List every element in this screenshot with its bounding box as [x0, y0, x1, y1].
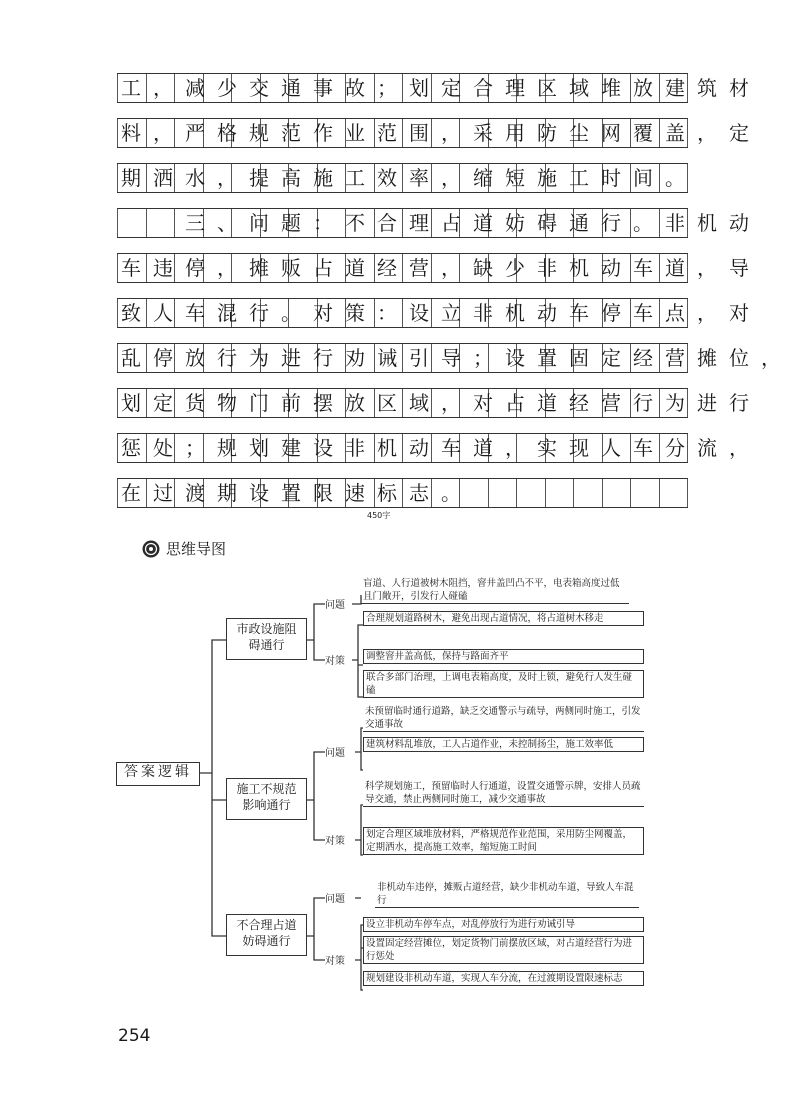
- essay-line-text: 致人车混行。对策：设立非机动车停车点，对: [121, 301, 761, 325]
- essay-line-text: 车违停，摊贩占道经营，缺少非机动车道，导: [121, 256, 761, 280]
- problem-leaf: 未预留临时通行道路，缺乏交通警示与疏导，两侧同时施工，引发交通事故: [363, 705, 644, 732]
- essay-line-text: 料，严格规范作业范围，采用防尘网覆盖，定: [121, 121, 761, 145]
- problem-leaf: 非机动车违停，摊贩占道经营，缺少非机动车道，导致人车混行: [375, 881, 639, 908]
- solution-leaf: 科学规划施工，预留临时人行通道，设置交通警示牌，安排人员疏导交通，禁止两侧同时施工，减少交通事故: [363, 780, 644, 807]
- problem-label: 问题: [325, 894, 345, 905]
- mindmap-title: 思维导图: [166, 540, 227, 558]
- solution-leaf: 调整窨井盖高低，保持与路面齐平: [363, 649, 644, 664]
- essay-line-text: 工，减少交通事故；划定合理区域堆放建筑材: [121, 76, 761, 100]
- solution-leaf: 设置固定经营摊位，划定货物门前摆放区域，对占道经营行为进行惩处: [363, 936, 644, 964]
- solution-leaf: 划定合理区域堆放材料，严格规范作业范围，采用防尘网覆盖，定期洒水，提高施工效率，缩短施工时间: [363, 827, 644, 855]
- problem-leaf: 盲道、人行道被树木阻挡，窨井盖凹凸不平，电表箱高度过低且门敞开，引发行人碰磕: [361, 577, 629, 604]
- page-number: 254: [118, 1026, 151, 1046]
- branch-node: 不合理占道妨碍通行: [226, 914, 307, 956]
- essay-line-text: 乱停放行为进行劝诫引导；设置固定经营摊位，: [121, 346, 793, 370]
- problem-leaf: 建筑材料乱堆放，工人占道作业，未控制扬尘，施工效率低: [363, 737, 644, 752]
- solution-leaf: 联合多部门治理，上调电表箱高度，及时上锁，避免行人发生碰磕: [363, 670, 644, 698]
- essay-line-text: 在过渡期设置限速标志。: [121, 481, 473, 505]
- word-count: 450字: [367, 511, 391, 520]
- solution-label: 对策: [325, 836, 345, 847]
- solution-label: 对策: [325, 956, 345, 967]
- mindmap-center-node: 答案逻辑: [116, 762, 200, 786]
- essay-line-text: 划定货物门前摆放区域，对占道经营行为进行: [121, 391, 761, 415]
- branch-node: 市政设施阻碍通行: [226, 618, 307, 660]
- solution-leaf: 规划建设非机动车道，实现人车分流，在过渡期设置限速标志: [363, 971, 644, 986]
- problem-label: 问题: [325, 600, 345, 611]
- solution-label: 对策: [325, 656, 345, 667]
- essay-line-text: 期洒水，提高施工效率，缩短施工时间。: [121, 166, 697, 190]
- branch-node: 施工不规范影响通行: [226, 778, 307, 820]
- problem-label: 问题: [325, 748, 345, 759]
- essay-line-text: 三、问题：不合理占道妨碍通行。非机动: [121, 211, 761, 235]
- solution-leaf: 设立非机动车停车点，对乱停放行为进行劝诫引导: [363, 917, 644, 932]
- solution-leaf: 合理规划道路树木，避免出现占道情况，将占道树木移走: [363, 611, 644, 626]
- essay-line-text: 惩处；规划建设非机动车道，实现人车分流，: [121, 436, 761, 460]
